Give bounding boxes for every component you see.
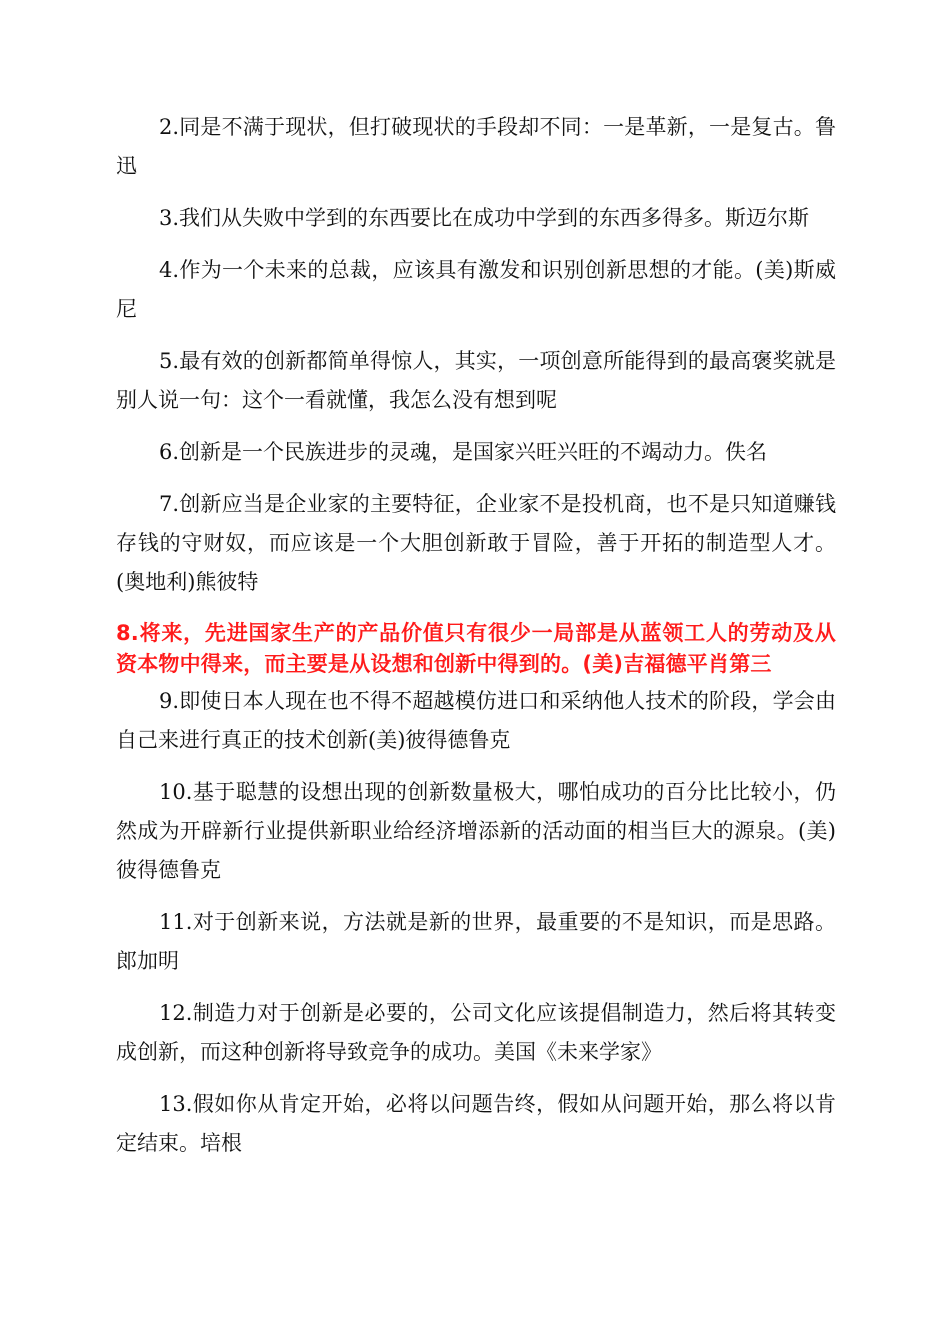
quote-2: 2.同是不满于现状，但打破现状的手段却不同：一是革新，一是复古。鲁迅 [116,115,836,178]
quote-11: 11.对于创新来说，方法就是新的世界，最重要的不是知识，而是思路。郎加明 [116,910,836,973]
quote-6: 6.创新是一个民族进步的灵魂，是国家兴旺兴旺的不竭动力。佚名 [159,440,768,464]
quote-4: 4.作为一个未来的总裁，应该具有激发和识别创新思想的才能。(美)斯威尼 [116,258,836,321]
quote-12: 12.制造力对于创新是必要的，公司文化应该提倡制造力，然后将其转变成创新，而这种创新将导致竞争的成功。美国《未来学家》 [116,1001,836,1064]
quote-5: 5.最有效的创新都简单得惊人，其实，一项创意所能得到的最高褒奖就是别人说一句：这个一看就懂，我怎么没有想到呢 [116,349,836,412]
quote-10: 10.基于聪慧的设想出现的创新数量极大，哪怕成功的百分比比较小，仍然成为开辟新行业提供新职业给经济增添新的活动面的相当巨大的源泉。(美)彼得德鲁克 [116,780,836,882]
quote-3: 3.我们从失败中学到的东西要比在成功中学到的东西多得多。斯迈尔斯 [159,206,810,230]
quote-13: 13.假如你从肯定开始，必将以问题告终，假如从问题开始，那么将以肯定结束。培根 [116,1092,836,1155]
document-page [116,108,836,1176]
quote-9: 9.即使日本人现在也不得不超越模仿进口和采纳他人技术的阶段，学会由自己来进行真正的技术创新(美)彼得德鲁克 [116,689,836,752]
quote-7: 7.创新应当是企业家的主要特征，企业家不是投机商，也不是只知道赚钱存钱的守财奴，而应该是一个大胆创新敢于冒险，善于开拓的制造型人才。(奥地利)熊彼特 [116,492,836,594]
quote-8-highlighted: 8.将来，先进国家生产的产品价值只有很少一局部是从蓝领工人的劳动及从资本物中得来，而主要是从设想和创新中得到的。(美)吉福德平肖第三 [116,621,836,676]
